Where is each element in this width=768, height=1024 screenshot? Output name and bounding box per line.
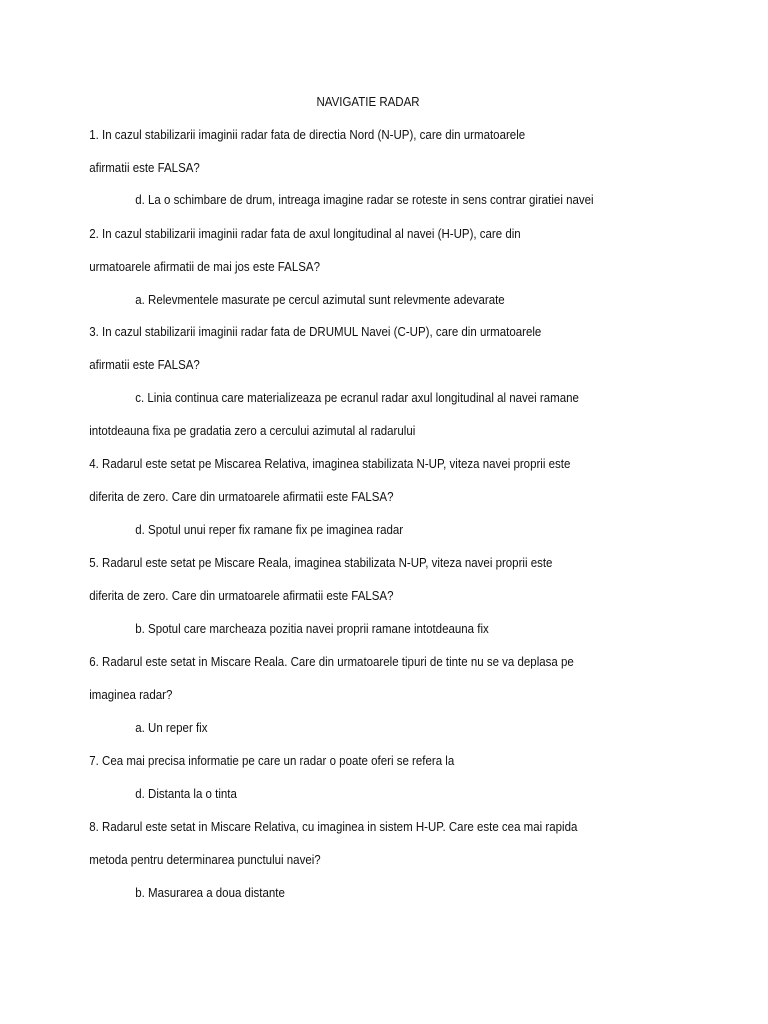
answer-3-line-2: intotdeauna fixa pe gradatia zero a cercului azimutal al radarului [89, 424, 416, 438]
question-1-line-1: 1. In cazul stabilizarii imaginii radar fata de directia Nord (N-UP), care din urmatoarele [89, 128, 526, 142]
question-4-line-2: diferita de zero. Care din urmatoarele afirmatii este FALSA? [89, 490, 394, 504]
answer-5: b. Spotul care marcheaza pozitia navei proprii ramane intotdeauna fix [135, 622, 489, 636]
question-3-line-1: 3. In cazul stabilizarii imaginii radar fata de DRUMUL Navei (C-UP), care din urmatoarele [89, 325, 542, 339]
question-1-line-2: afirmatii este FALSA? [89, 161, 200, 175]
question-5-line-1: 5. Radarul este setat pe Miscare Reala, imaginea stabilizata N-UP, viteza navei proprii este [89, 556, 553, 570]
answer-1: d. La o schimbare de drum, intreaga imagine radar se roteste in sens contrar giratiei navei [135, 193, 594, 207]
question-8-line-2: metoda pentru determinarea punctului navei? [89, 853, 321, 867]
answer-2: a. Relevmentele masurate pe cercul azimutal sunt relevmente adevarate [135, 293, 505, 307]
answer-4: d. Spotul unui reper fix ramane fix pe imaginea radar [135, 523, 404, 537]
question-3-line-2: afirmatii este FALSA? [89, 358, 200, 372]
question-6-line-2: imaginea radar? [89, 688, 173, 702]
question-4-line-1: 4. Radarul este setat pe Miscarea Relativa, imaginea stabilizata N-UP, viteza navei proprii este [89, 457, 571, 471]
question-6-line-1: 6. Radarul este setat in Miscare Reala. Care din urmatoarele tipuri de tinte nu se va deplasa pe [89, 655, 574, 669]
answer-3-line-1: c. Linia continua care materializeaza pe ecranul radar axul longitudinal al navei ramane [135, 391, 579, 405]
question-7-line-1: 7. Cea mai precisa informatie pe care un radar o poate oferi se refera la [89, 754, 455, 768]
question-2-line-1: 2. In cazul stabilizarii imaginii radar fata de axul longitudinal al navei (H-UP), care din [89, 227, 521, 241]
document-title: NAVIGATIE RADAR [316, 95, 420, 109]
answer-8: b. Masurarea a doua distante [135, 886, 285, 900]
question-8-line-1: 8. Radarul este setat in Miscare Relativa, cu imaginea in sistem H-UP. Care este cea mai rapida [89, 820, 578, 834]
question-5-line-2: diferita de zero. Care din urmatoarele afirmatii este FALSA? [89, 589, 394, 603]
answer-6: a. Un reper fix [135, 721, 208, 735]
question-2-line-2: urmatoarele afirmatii de mai jos este FALSA? [89, 260, 320, 274]
answer-7: d. Distanta la o tinta [135, 787, 237, 801]
